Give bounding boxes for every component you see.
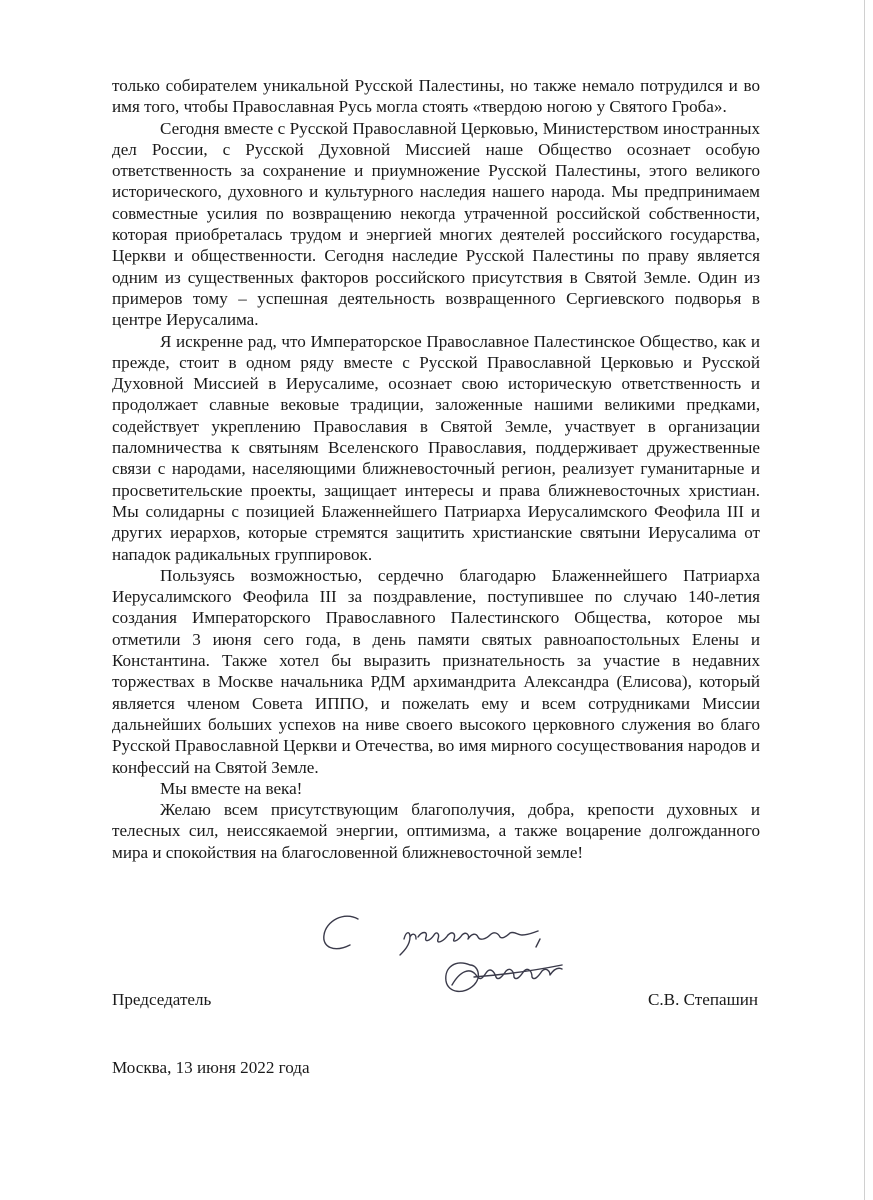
paragraph-2: Сегодня вместе с Русской Православной Церковью, Министерством иностранных дел России, с Русской Духовной Миссией наше Общество осознает особую ответственность за сохранение и приумножение Русской Палестины, этого великого исторического, духовного и культурного наследия нашего народа. Мы предпринимаем совместные усилия по возвращению некогда утраченной российской собственности, которая приобреталась трудом и энергией многих деятелей российского государства, Церкви и общественности. Сегодня наследие Русской Палестины по праву является одним из существенных факторов российского присутствия в Святой Земле. Один из примеров тому – успешная деятельность возвращенного Сергиевского подворья в центре Иерусалима. — [112, 118, 760, 330]
handwritten-signature — [300, 905, 590, 1015]
letter-body — [112, 75, 760, 863]
signer-name: С.В. Степашин — [648, 990, 759, 1009]
paragraph-3: Я искренне рад, что Императорское Православное Палестинское Общество, как и прежде, стоит в одном ряду вместе с Русской Православной Церковью и Русской Духовной Миссией в Иерусалиме, осознает свою историческую ответственность и продолжает славные вековые традиции, заложенные нашими великими предками, содействует укреплению Православия в Святой Земле, участвует в организации паломничества к святыням Вселенского Православия, поддерживает дружественные связи с народами, населяющими ближневосточный регион, реализует гуманитарные и просветительские проекты, защищает интересы и права ближневосточных христиан. Мы солидарны с позицией Блаженнейшего Патриарха Иерусалимского Феофила III и других иерархов, которые стремятся защитить христианские святыни Иерусалима от нападок радикальных группировок. — [112, 331, 760, 564]
paragraph-1: только собирателем уникальной Русской Палестины, но также немало потрудился и во имя того, чтобы Православная Русь могла стоять «твердою ногою у Святого Гроба». — [112, 76, 760, 117]
place-date: Москва, 13 июня 2022 года — [112, 1058, 310, 1077]
paragraph-4: Пользуясь возможностью, сердечно благодарю Блаженнейшего Патриарха Иерусалимского Феофила III за поздравление, поступившее по случаю 140-летия создания Императорского Православного Палестинского Общества, которое мы отметили 3 июня сего года, в день памяти святых равноапостольных Елены и Константина. Также хотел бы выразить признательность за участие в недавних торжествах в Москве начальника РДМ архимандрита Александра (Елисова), который является членом Совета ИППО, и пожелать ему и всем сотрудниками Миссии дальнейших больших успехов на ниве своего высокого церковного служения во благо Русской Православной Церкви и Отечества, во имя мирного сосуществования народов и конфессий на Святой Земле. — [112, 565, 760, 777]
paragraph-6: Желаю всем присутствующим благополучия, добра, крепости духовных и телесных сил, неиссякаемой энергии, оптимизма, а также воцарение долгожданного мира и спокойствия на благословенной ближневосточной земле! — [112, 800, 760, 862]
page-edge-line — [864, 0, 865, 1200]
paragraph-5: Мы вместе на века! — [160, 778, 303, 798]
signer-role: Председатель — [112, 990, 212, 1009]
